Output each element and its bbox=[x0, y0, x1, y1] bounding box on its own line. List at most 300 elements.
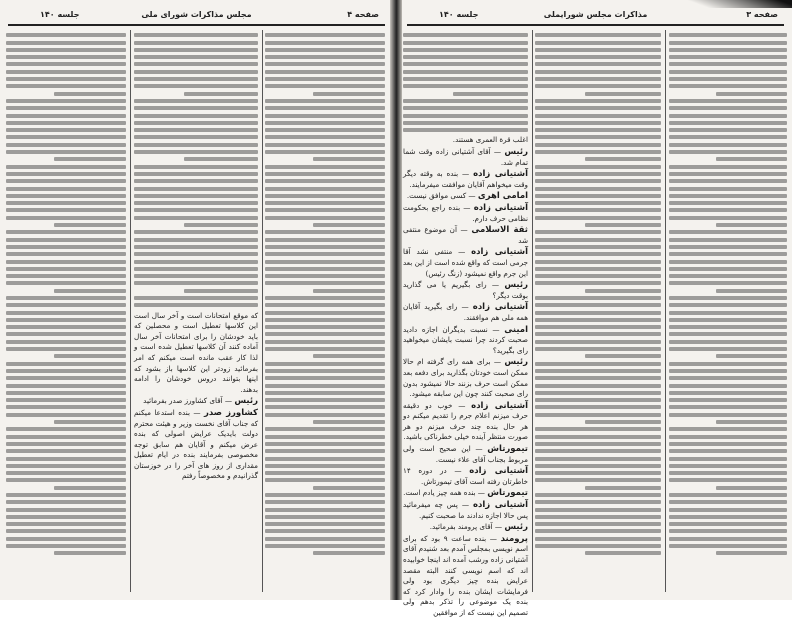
illegible-text-line bbox=[134, 70, 258, 74]
illegible-text-line bbox=[535, 238, 661, 242]
illegible-text-line bbox=[134, 121, 258, 125]
illegible-text-line bbox=[403, 55, 528, 59]
illegible-text-line bbox=[6, 522, 126, 526]
illegible-text-line bbox=[134, 303, 258, 307]
header-rule bbox=[407, 24, 784, 26]
illegible-text-line bbox=[535, 165, 661, 169]
illegible-text-line bbox=[134, 187, 258, 191]
speech-text: — بنده به وقته دیگر وقت میخواهم آقایان موافقت میفرمایند. bbox=[403, 169, 528, 189]
illegible-text-line bbox=[134, 128, 258, 132]
speech bbox=[403, 488, 528, 499]
illegible-text-line bbox=[535, 245, 661, 249]
illegible-text-line bbox=[669, 318, 787, 322]
illegible-text-line bbox=[313, 223, 385, 227]
illegible-text-line bbox=[6, 238, 126, 242]
illegible-text-line bbox=[265, 260, 385, 264]
illegible-text-line bbox=[265, 114, 385, 118]
illegible-text-line bbox=[535, 529, 661, 533]
speaker-name: کشاورز صدر bbox=[204, 407, 258, 418]
illegible-text-line bbox=[6, 493, 126, 497]
illegible-text-line bbox=[134, 41, 258, 45]
illegible-text-line bbox=[134, 281, 258, 285]
illegible-text-line bbox=[265, 274, 385, 278]
illegible-text-line bbox=[265, 442, 385, 446]
illegible-text-line bbox=[265, 391, 385, 395]
illegible-text-line bbox=[669, 77, 787, 81]
illegible-text-line bbox=[265, 332, 385, 336]
illegible-text-line bbox=[669, 522, 787, 526]
illegible-text-line bbox=[669, 70, 787, 74]
illegible-text-line bbox=[6, 471, 126, 475]
illegible-text-line bbox=[6, 267, 126, 271]
illegible-text-line bbox=[265, 135, 385, 139]
illegible-text-line bbox=[669, 544, 787, 548]
session-number: جلسه ۱۴۰ bbox=[40, 10, 80, 19]
illegible-text-line bbox=[6, 55, 126, 59]
illegible-text-line bbox=[669, 128, 787, 132]
paragraph: که موقع امتحانات است و آخر سال است این کلاسها تعطیل است و محصلین که باید خودشان را برای امتحانات آخر سال آماده کنند آن کلاسها تعطیل شده است و لذا کار عقب مانده است میکنم که امر بفرمائید زودتر این کلاسها باز بشود که اینها بتوانند دروس خودشان را ادامه بدهند. bbox=[134, 310, 258, 394]
illegible-text-line bbox=[535, 471, 661, 475]
illegible-text-line bbox=[669, 515, 787, 519]
illegible-text-line bbox=[134, 296, 258, 300]
illegible-text-line bbox=[265, 522, 385, 526]
illegible-text-line bbox=[265, 245, 385, 249]
illegible-text-line bbox=[669, 267, 787, 271]
illegible-text-line bbox=[535, 135, 661, 139]
illegible-text-line bbox=[265, 128, 385, 132]
illegible-text-line bbox=[265, 508, 385, 512]
illegible-text-line bbox=[313, 551, 385, 555]
illegible-text-line bbox=[669, 172, 787, 176]
illegible-text-line bbox=[134, 150, 258, 154]
speech bbox=[403, 357, 528, 399]
speech-text: — آقای کشاورز صدر بفرمائید bbox=[143, 396, 233, 406]
speaker-name: رئیس bbox=[504, 522, 528, 533]
illegible-text-line bbox=[6, 384, 126, 388]
speech-text: — خوب دو دقیقه حرف میزنم اعلام جرم را تقدیم میکنم دو هر حال بنده چند حرف میزنم دو هر صورت منتظر آینده خیلی خطرناکی باشید. bbox=[403, 400, 528, 442]
illegible-text-line bbox=[535, 41, 661, 45]
book-gutter bbox=[390, 0, 402, 600]
illegible-text-line bbox=[669, 62, 787, 66]
illegible-text-line bbox=[6, 252, 126, 256]
illegible-text-line bbox=[535, 201, 661, 205]
illegible-text-line bbox=[6, 347, 126, 351]
illegible-text-line bbox=[265, 252, 385, 256]
illegible-text-line bbox=[6, 369, 126, 373]
speech bbox=[403, 522, 528, 533]
illegible-text-line bbox=[716, 289, 787, 293]
illegible-text-line bbox=[669, 405, 787, 409]
page-header bbox=[10, 10, 383, 22]
speech bbox=[403, 466, 528, 487]
illegible-text-line bbox=[265, 33, 385, 37]
illegible-text-line bbox=[6, 70, 126, 74]
illegible-text-line bbox=[134, 165, 258, 169]
illegible-text-line bbox=[669, 384, 787, 388]
illegible-text-line bbox=[134, 143, 258, 147]
illegible-text-line bbox=[6, 230, 126, 234]
illegible-text-line bbox=[535, 376, 661, 380]
illegible-text-line bbox=[535, 128, 661, 132]
illegible-text-line bbox=[265, 376, 385, 380]
illegible-text-line bbox=[585, 289, 661, 293]
column-divider bbox=[665, 30, 666, 592]
illegible-text-line bbox=[54, 420, 126, 424]
illegible-text-line bbox=[134, 84, 258, 88]
illegible-text-line bbox=[184, 157, 258, 161]
speech-text: — رای بگیرید آقایان همه ملی هم موافقند. bbox=[403, 302, 528, 322]
illegible-text-line bbox=[535, 413, 661, 417]
illegible-text-line bbox=[134, 33, 258, 37]
illegible-text-line bbox=[134, 48, 258, 52]
speaker-name: ثقة الاسلامی bbox=[471, 225, 528, 236]
illegible-text-line bbox=[265, 238, 385, 242]
illegible-text-line bbox=[535, 216, 661, 220]
illegible-text-line bbox=[403, 128, 528, 132]
illegible-text-line bbox=[669, 362, 787, 366]
illegible-text-line bbox=[265, 500, 385, 504]
speaker-name: آشتیانی زاده bbox=[473, 203, 528, 214]
illegible-text-line bbox=[184, 92, 258, 96]
illegible-text-line bbox=[669, 252, 787, 256]
illegible-text-line bbox=[6, 128, 126, 132]
illegible-text-line bbox=[535, 500, 661, 504]
speech bbox=[403, 225, 528, 246]
illegible-text-line bbox=[669, 55, 787, 59]
illegible-text-line bbox=[669, 449, 787, 453]
column-divider bbox=[130, 30, 131, 592]
illegible-text-line bbox=[6, 332, 126, 336]
speaker-name: آشتیانی زاده bbox=[471, 247, 528, 258]
illegible-text-line bbox=[6, 245, 126, 249]
speaker-name: امینی bbox=[504, 324, 528, 335]
illegible-text-line bbox=[535, 311, 661, 315]
speech bbox=[403, 302, 528, 323]
illegible-text-line bbox=[6, 194, 126, 198]
speech-text: — نسبت بدیگران اجازه دادید صحبت کردند چرا نسبت بایشان میخواهید رای بگیرید؟ bbox=[403, 324, 528, 355]
illegible-text-line bbox=[6, 296, 126, 300]
illegible-text-line bbox=[265, 187, 385, 191]
illegible-text-line bbox=[669, 84, 787, 88]
illegible-text-line bbox=[669, 442, 787, 446]
illegible-text-line bbox=[535, 449, 661, 453]
illegible-text-line bbox=[265, 84, 385, 88]
illegible-text-line bbox=[6, 435, 126, 439]
illegible-text-line bbox=[669, 311, 787, 315]
speech-text: — آقای آشتیانی زاده وقت شما تمام شد. bbox=[403, 147, 528, 167]
illegible-text-line bbox=[535, 405, 661, 409]
illegible-text-line bbox=[403, 106, 528, 110]
illegible-text-line bbox=[535, 62, 661, 66]
illegible-text-line bbox=[535, 493, 661, 497]
illegible-text-line bbox=[535, 303, 661, 307]
illegible-text-line bbox=[6, 405, 126, 409]
page-header bbox=[409, 10, 782, 22]
speech-text: — بنده استدعا میکنم که جناب آقای نخست وزیر و هیئت محترم دولت بایدیک عرایض اصولی که بنده عرض میکنم و آقایان هم سابق توجه مخصوصی بفرمایند بنده در ایام تعطیل مقداری از روز های آخر را در خوزستان گذرانیدم و مخصوصاً رفتم bbox=[134, 407, 258, 481]
illegible-text-line bbox=[6, 179, 126, 183]
speaker-name: تیمورتاش bbox=[487, 488, 528, 499]
illegible-text-line bbox=[585, 354, 661, 358]
speech-text: — آن موضوع منتفی شد bbox=[403, 225, 528, 245]
illegible-text-line bbox=[669, 398, 787, 402]
illegible-text-line bbox=[6, 114, 126, 118]
left-page bbox=[0, 0, 393, 600]
illegible-text-line bbox=[535, 260, 661, 264]
speech bbox=[403, 500, 528, 521]
illegible-text-line bbox=[716, 486, 787, 490]
illegible-text-line bbox=[265, 340, 385, 344]
illegible-text-line bbox=[265, 537, 385, 541]
illegible-text-line bbox=[535, 194, 661, 198]
speech-text: — منتفی نشد آقا جرمی است که واقع شده است از این بعد این جرم واقع نمیشود (زنگ رئیس) bbox=[403, 247, 528, 278]
illegible-text-line bbox=[669, 376, 787, 380]
illegible-text-line bbox=[535, 508, 661, 512]
illegible-text-line bbox=[669, 325, 787, 329]
illegible-text-line bbox=[669, 296, 787, 300]
illegible-text-line bbox=[184, 223, 258, 227]
illegible-text-line bbox=[535, 70, 661, 74]
illegible-text-line bbox=[535, 369, 661, 373]
illegible-text-line bbox=[535, 281, 661, 285]
column-middle bbox=[535, 30, 661, 594]
illegible-text-line bbox=[716, 551, 787, 555]
illegible-text-line bbox=[669, 369, 787, 373]
speech-text: — آقای پرومند بفرمائید. bbox=[429, 522, 503, 532]
illegible-text-line bbox=[265, 493, 385, 497]
illegible-text-line bbox=[265, 201, 385, 205]
illegible-text-line bbox=[265, 150, 385, 154]
illegible-text-line bbox=[535, 325, 661, 329]
illegible-text-line bbox=[134, 260, 258, 264]
speaker-name: رئیس bbox=[504, 147, 528, 158]
illegible-text-line bbox=[265, 318, 385, 322]
speech bbox=[403, 534, 528, 619]
illegible-text-line bbox=[134, 179, 258, 183]
illegible-text-line bbox=[6, 478, 126, 482]
illegible-text-line bbox=[54, 551, 126, 555]
illegible-text-line bbox=[535, 332, 661, 336]
illegible-text-line bbox=[265, 529, 385, 533]
illegible-text-line bbox=[265, 70, 385, 74]
illegible-text-line bbox=[535, 544, 661, 548]
illegible-text-line bbox=[535, 267, 661, 271]
illegible-text-line bbox=[313, 486, 385, 490]
illegible-text-line bbox=[403, 84, 528, 88]
illegible-text-line bbox=[54, 486, 126, 490]
illegible-text-line bbox=[535, 106, 661, 110]
illegible-text-line bbox=[535, 537, 661, 541]
illegible-text-line bbox=[669, 457, 787, 461]
speech bbox=[403, 280, 528, 301]
illegible-text-line bbox=[535, 457, 661, 461]
illegible-text-line bbox=[265, 311, 385, 315]
illegible-text-line bbox=[134, 77, 258, 81]
illegible-text-line bbox=[669, 114, 787, 118]
illegible-text-line bbox=[265, 143, 385, 147]
illegible-text-line bbox=[265, 405, 385, 409]
speaker-name: امامی اهری bbox=[477, 191, 528, 202]
speech bbox=[403, 401, 528, 443]
illegible-text-line bbox=[265, 99, 385, 103]
page-number: صفحه ۳ bbox=[746, 10, 778, 19]
illegible-text-line bbox=[6, 150, 126, 154]
illegible-text-line bbox=[265, 544, 385, 548]
illegible-text-line bbox=[134, 99, 258, 103]
illegible-text-line bbox=[6, 187, 126, 191]
speech bbox=[403, 169, 528, 190]
illegible-text-line bbox=[6, 391, 126, 395]
header-title: مجلس مذاکرات شورای ملی bbox=[141, 10, 252, 19]
illegible-text-line bbox=[535, 172, 661, 176]
illegible-text-line bbox=[6, 537, 126, 541]
illegible-text-line bbox=[6, 303, 126, 307]
illegible-text-line bbox=[134, 238, 258, 242]
illegible-text-line bbox=[6, 442, 126, 446]
illegible-text-line bbox=[265, 369, 385, 373]
illegible-text-line bbox=[535, 121, 661, 125]
illegible-text-line bbox=[313, 354, 385, 358]
illegible-text-line bbox=[535, 55, 661, 59]
column-left-dialogue bbox=[403, 30, 528, 617]
illegible-text-line bbox=[669, 106, 787, 110]
illegible-text-line bbox=[6, 464, 126, 468]
illegible-text-line bbox=[6, 376, 126, 380]
illegible-text-line bbox=[265, 362, 385, 366]
column-middle bbox=[134, 30, 258, 594]
illegible-text-line bbox=[6, 143, 126, 147]
illegible-text-line bbox=[265, 208, 385, 212]
illegible-text-line bbox=[265, 398, 385, 402]
session-number: جلسه ۱۴۰ bbox=[439, 10, 479, 19]
speaker-name: تیمورتاش bbox=[487, 444, 528, 455]
illegible-text-line bbox=[403, 48, 528, 52]
illegible-text-line bbox=[535, 274, 661, 278]
illegible-text-line bbox=[6, 427, 126, 431]
illegible-text-line bbox=[669, 135, 787, 139]
illegible-text-line bbox=[669, 41, 787, 45]
illegible-text-line bbox=[535, 48, 661, 52]
illegible-text-line bbox=[403, 121, 528, 125]
page-number: صفحه ۴ bbox=[347, 10, 379, 19]
illegible-text-line bbox=[265, 464, 385, 468]
illegible-text-line bbox=[265, 325, 385, 329]
illegible-text-line bbox=[669, 230, 787, 234]
illegible-text-line bbox=[535, 84, 661, 88]
illegible-text-line bbox=[669, 332, 787, 336]
illegible-text-line bbox=[535, 179, 661, 183]
illegible-text-line bbox=[669, 121, 787, 125]
speech-text: — بنده همه چیز یادم است. bbox=[403, 488, 485, 498]
illegible-text-line bbox=[403, 70, 528, 74]
illegible-text-line bbox=[134, 201, 258, 205]
illegible-text-line bbox=[265, 106, 385, 110]
speaker-name: آشتیانی زاده bbox=[469, 466, 528, 477]
illegible-text-line bbox=[6, 201, 126, 205]
column-left bbox=[6, 30, 126, 594]
illegible-text-line bbox=[6, 216, 126, 220]
speech bbox=[403, 191, 528, 202]
illegible-text-line bbox=[535, 464, 661, 468]
illegible-text-line bbox=[535, 515, 661, 519]
speech-text: — این صحیح است ولی مربوط بجناب آقای علاء نیست. bbox=[403, 444, 528, 464]
illegible-text-line bbox=[6, 318, 126, 322]
speech bbox=[403, 444, 528, 465]
speaker-name: آشتیانی زاده bbox=[473, 169, 528, 180]
paragraph: اغلب قرة العمرى هستند. bbox=[452, 135, 528, 145]
illegible-text-line bbox=[6, 515, 126, 519]
illegible-text-line bbox=[669, 347, 787, 351]
illegible-text-line bbox=[669, 208, 787, 212]
illegible-text-line bbox=[265, 449, 385, 453]
illegible-text-line bbox=[265, 165, 385, 169]
illegible-text-line bbox=[54, 157, 126, 161]
illegible-text-line bbox=[313, 289, 385, 293]
speech-text: — برای همه رای گرفته ام حالا ممکن است خودتان بگذارید برای دفعه بعد ممکن است حرف بزنند حالا نمیشود بدون رای صحبت کنند چون این سابقه میشود. bbox=[403, 357, 528, 399]
speech-text: — رای بگیریم یا می گذارید بوقت دیگر؟ bbox=[403, 280, 528, 300]
speech bbox=[134, 408, 258, 482]
illegible-text-line bbox=[265, 384, 385, 388]
illegible-text-line bbox=[265, 347, 385, 351]
illegible-text-line bbox=[669, 500, 787, 504]
illegible-text-line bbox=[265, 55, 385, 59]
illegible-text-line bbox=[669, 274, 787, 278]
illegible-text-line bbox=[265, 427, 385, 431]
illegible-text-line bbox=[184, 289, 258, 293]
illegible-text-line bbox=[265, 267, 385, 271]
illegible-text-line bbox=[535, 347, 661, 351]
speech bbox=[134, 396, 258, 407]
illegible-text-line bbox=[265, 303, 385, 307]
illegible-text-line bbox=[6, 106, 126, 110]
illegible-text-line bbox=[585, 486, 661, 490]
column-right bbox=[669, 30, 787, 594]
illegible-text-line bbox=[6, 99, 126, 103]
illegible-text-line bbox=[134, 208, 258, 212]
illegible-text-line bbox=[265, 515, 385, 519]
illegible-text-line bbox=[6, 325, 126, 329]
illegible-text-line bbox=[6, 398, 126, 402]
illegible-text-line bbox=[585, 223, 661, 227]
illegible-text-line bbox=[669, 413, 787, 417]
illegible-text-line bbox=[535, 150, 661, 154]
illegible-text-line bbox=[716, 92, 787, 96]
illegible-text-line bbox=[134, 135, 258, 139]
illegible-text-line bbox=[669, 99, 787, 103]
illegible-text-line bbox=[6, 121, 126, 125]
illegible-text-line bbox=[669, 340, 787, 344]
illegible-text-line bbox=[6, 41, 126, 45]
illegible-text-line bbox=[535, 143, 661, 147]
column-divider bbox=[532, 30, 533, 592]
illegible-text-line bbox=[669, 150, 787, 154]
illegible-text-line bbox=[535, 33, 661, 37]
speaker-name: رئیس bbox=[504, 357, 528, 368]
illegible-text-line bbox=[669, 194, 787, 198]
illegible-text-line bbox=[535, 435, 661, 439]
illegible-text-line bbox=[669, 179, 787, 183]
illegible-text-line bbox=[265, 77, 385, 81]
illegible-text-line bbox=[6, 33, 126, 37]
illegible-text-line bbox=[669, 478, 787, 482]
illegible-text-line bbox=[535, 187, 661, 191]
illegible-text-line bbox=[403, 41, 528, 45]
illegible-text-line bbox=[669, 245, 787, 249]
illegible-text-line bbox=[54, 289, 126, 293]
illegible-text-line bbox=[669, 391, 787, 395]
illegible-text-line bbox=[716, 420, 787, 424]
header-title: مذاکرات مجلس شورایملی bbox=[543, 10, 648, 19]
illegible-text-line bbox=[54, 223, 126, 227]
